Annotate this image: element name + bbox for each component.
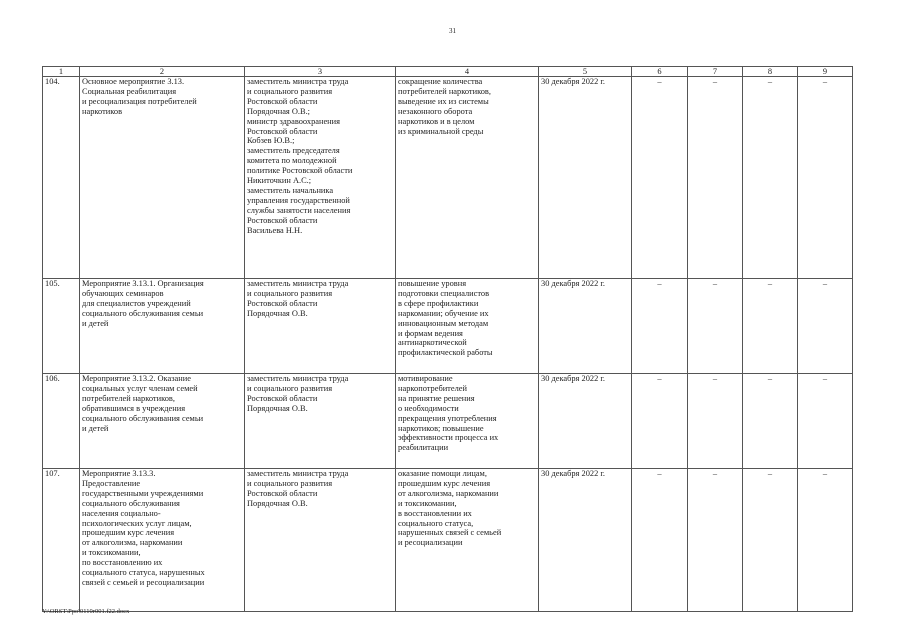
responsible-cell [245,279,396,374]
expected-result-cell [396,279,539,374]
responsible-cell-line: заместитель министра труда [247,374,349,383]
expected-result-cell-line: на принятие решения [398,393,475,403]
column-6-cell: – [632,374,688,469]
column-7-cell: – [688,279,743,374]
expected-result-cell-line: о необходимости [398,403,459,413]
responsible-cell-line: министр здравоохранения [247,116,340,126]
responsible-cell-line: Порядочная О.В. [247,498,308,508]
measure-name-cell-line: Социальная реабилитация [82,86,177,96]
expected-result-cell-line: наркотиков и в целом [398,116,475,126]
responsible-cell-line: Порядочная О.В. [247,308,308,318]
responsible-cell-line: комитета по молодежной [247,156,337,166]
expected-result-cell-line: прекращения употребления [398,413,497,423]
expected-result-cell-line: в восстановлении их [398,508,472,518]
responsible-cell-line: Кобзев Ю.В.; [247,136,295,146]
column-6-cell: – [632,469,688,612]
expected-result-cell-line: антинаркотической [398,338,467,348]
responsible-cell-line: Ростовской области [247,488,318,498]
column-8-cell: – [743,279,798,374]
responsible-cell-line: Порядочная О.В. [247,403,308,413]
expected-result-cell-line: незаконного оборота [398,106,473,116]
measure-name-cell [80,77,245,279]
responsible-cell-line: и социального развития [247,478,333,488]
row-number-cell: 106. [43,374,80,469]
expected-result-cell-line: от алкоголизма, наркомании [398,488,499,498]
column-header-8: 8 [743,67,798,77]
expected-result-cell-line: нарушенных связей с семьей [398,528,502,538]
expected-result-cell-line: эффективности процесса их [398,433,499,443]
row-number-cell: 105. [43,279,80,374]
responsible-cell [245,77,396,279]
column-9-cell: – [798,469,853,612]
table-row [43,77,853,279]
measure-name-cell-line: социальных услуг членам семей [82,383,198,393]
column-6-cell: – [632,279,688,374]
measure-name-cell-line: по восстановлению их [82,558,163,568]
responsible-cell-line: и социального развития [247,288,333,298]
responsible-cell-line: Порядочная О.В.; [247,106,311,116]
expected-result-cell-line: профилактической работы [398,348,493,358]
responsible-cell-line: Васильева Н.Н. [247,225,303,235]
measure-name-cell-line: психологических услуг лицам, [82,518,192,528]
responsible-cell-line: Ростовской области [247,96,318,106]
expected-result-cell-line: наркопотребителей [398,383,467,393]
responsible-cell-line: заместитель министра труда [247,279,349,288]
measure-name-cell [80,279,245,374]
responsible-cell-line: и социального развития [247,86,333,96]
measure-name-cell-line: и детей [82,318,109,328]
expected-result-cell-line: из криминальной среды [398,126,484,136]
column-header-4: 4 [396,67,539,77]
expected-result-cell [396,77,539,279]
measure-name-cell-line: обратившимся в учреждения [82,403,186,413]
measure-name-cell-line: обучающих семинаров [82,288,164,298]
file-path-footer: Y:\ORST\Ppo\0110r001.f22.docx [42,608,130,615]
row-number-cell: 107. [43,469,80,612]
expected-result-cell [396,469,539,612]
measure-name-cell-line: Предоставление [82,478,141,488]
expected-result-cell-line: наркотиков; повышение [398,423,484,433]
table-row [43,279,853,374]
measure-name-cell-line: и токсикомании, [82,548,141,558]
measure-name-cell-line: и детей [82,423,109,433]
column-header-7: 7 [688,67,743,77]
responsible-cell-line: Ростовской области [247,298,318,308]
responsible-cell-line: политике Ростовской области [247,166,353,176]
responsible-cell-line: Ростовской области [247,126,318,136]
measure-name-cell-line: государственными учреждениями [82,488,204,498]
measure-name-cell-line: социального обслуживания семьи [82,308,204,318]
measure-name-cell-line: и ресоциализация потребителей [82,96,197,106]
column-header-1: 1 [43,67,80,77]
column-header-9: 9 [798,67,853,77]
responsible-cell-line: заместитель министра труда [247,469,349,478]
column-8-cell: – [743,469,798,612]
expected-result-cell-line: социального статуса, [398,518,474,528]
expected-result-cell-line: наркомании; обучение их [398,308,489,318]
measure-name-cell [80,469,245,612]
page-number: 31 [449,27,456,35]
measure-name-cell-line: от алкоголизма, наркомании [82,538,183,548]
row-number-cell: 104. [43,77,80,279]
deadline-cell: 30 декабря 2022 г. [539,469,632,612]
column-7-cell: – [688,77,743,279]
expected-result-cell-line: мотивирование [398,374,453,383]
expected-result-cell-line: инновационным методам [398,318,489,328]
header-row [43,67,853,77]
measure-name-cell-line: Мероприятие 3.13.2. Оказание [82,374,191,383]
expected-result-cell-line: и токсикомании, [398,498,457,508]
responsible-cell-line: заместитель министра труда [247,77,349,86]
measure-name-cell-line: социального статуса, нарушенных [82,568,205,578]
expected-result-cell-line: и формам ведения [398,328,463,338]
expected-result-cell-line: повышение уровня [398,279,467,288]
expected-result-cell-line: потребителей наркотиков, [398,86,491,96]
column-7-cell: – [688,374,743,469]
responsible-cell-line: Ростовской области [247,393,318,403]
column-9-cell: – [798,374,853,469]
measure-name-cell-line: социального обслуживания семьи [82,413,204,423]
measure-name-cell-line: Мероприятие 3.13.1. Организация [82,279,204,288]
responsible-cell-line: Ростовской области [247,215,318,225]
deadline-cell: 30 декабря 2022 г. [539,374,632,469]
expected-result-cell [396,374,539,469]
responsible-cell-line: и социального развития [247,383,333,393]
responsible-cell-line: службы занятости населения [247,205,351,215]
measure-name-cell-line: прошедшим курс лечения [82,528,175,538]
table-row [43,374,853,469]
expected-result-cell-line: прошедшим курс лечения [398,478,491,488]
expected-result-cell-line: и ресоциализации [398,538,463,548]
expected-result-cell-line: выведение их из системы [398,96,489,106]
column-header-2: 2 [80,67,245,77]
deadline-cell: 30 декабря 2022 г. [539,279,632,374]
responsible-cell-line: Никиточкин А.С.; [247,176,312,186]
column-9-cell: – [798,279,853,374]
deadline-cell: 30 декабря 2022 г. [539,77,632,279]
column-8-cell: – [743,77,798,279]
measure-name-cell-line: Мероприятие 3.13.3. [82,469,156,478]
column-8-cell: – [743,374,798,469]
responsible-cell-line: заместитель председателя [247,146,340,156]
column-9-cell: – [798,77,853,279]
responsible-cell [245,374,396,469]
measure-name-cell-line: потребителей наркотиков, [82,393,175,403]
column-header-5: 5 [539,67,632,77]
measure-name-cell-line: социального обслуживания [82,498,180,508]
measure-name-cell-line: наркотиков [82,106,123,116]
column-header-6: 6 [632,67,688,77]
measures-table [42,66,853,612]
responsible-cell-line: управления государственной [247,195,350,205]
measure-name-cell-line: населения социально- [82,508,161,518]
expected-result-cell-line: в сфере профилактики [398,298,479,308]
expected-result-cell-line: подготовки специалистов [398,288,490,298]
responsible-cell [245,469,396,612]
measure-name-cell-line: связей с семьей и ресоциализации [82,577,205,587]
measure-name-cell-line: Основное мероприятие 3.13. [82,77,185,86]
column-6-cell: – [632,77,688,279]
expected-result-cell-line: реабилитации [398,443,449,453]
measure-name-cell-line: для специалистов учреждений [82,298,191,308]
table-row [43,469,853,612]
expected-result-cell-line: сокращение количества [398,77,483,86]
measure-name-cell [80,374,245,469]
column-7-cell: – [688,469,743,612]
column-header-3: 3 [245,67,396,77]
responsible-cell-line: заместитель начальника [247,185,334,195]
expected-result-cell-line: оказание помощи лицам, [398,469,487,478]
